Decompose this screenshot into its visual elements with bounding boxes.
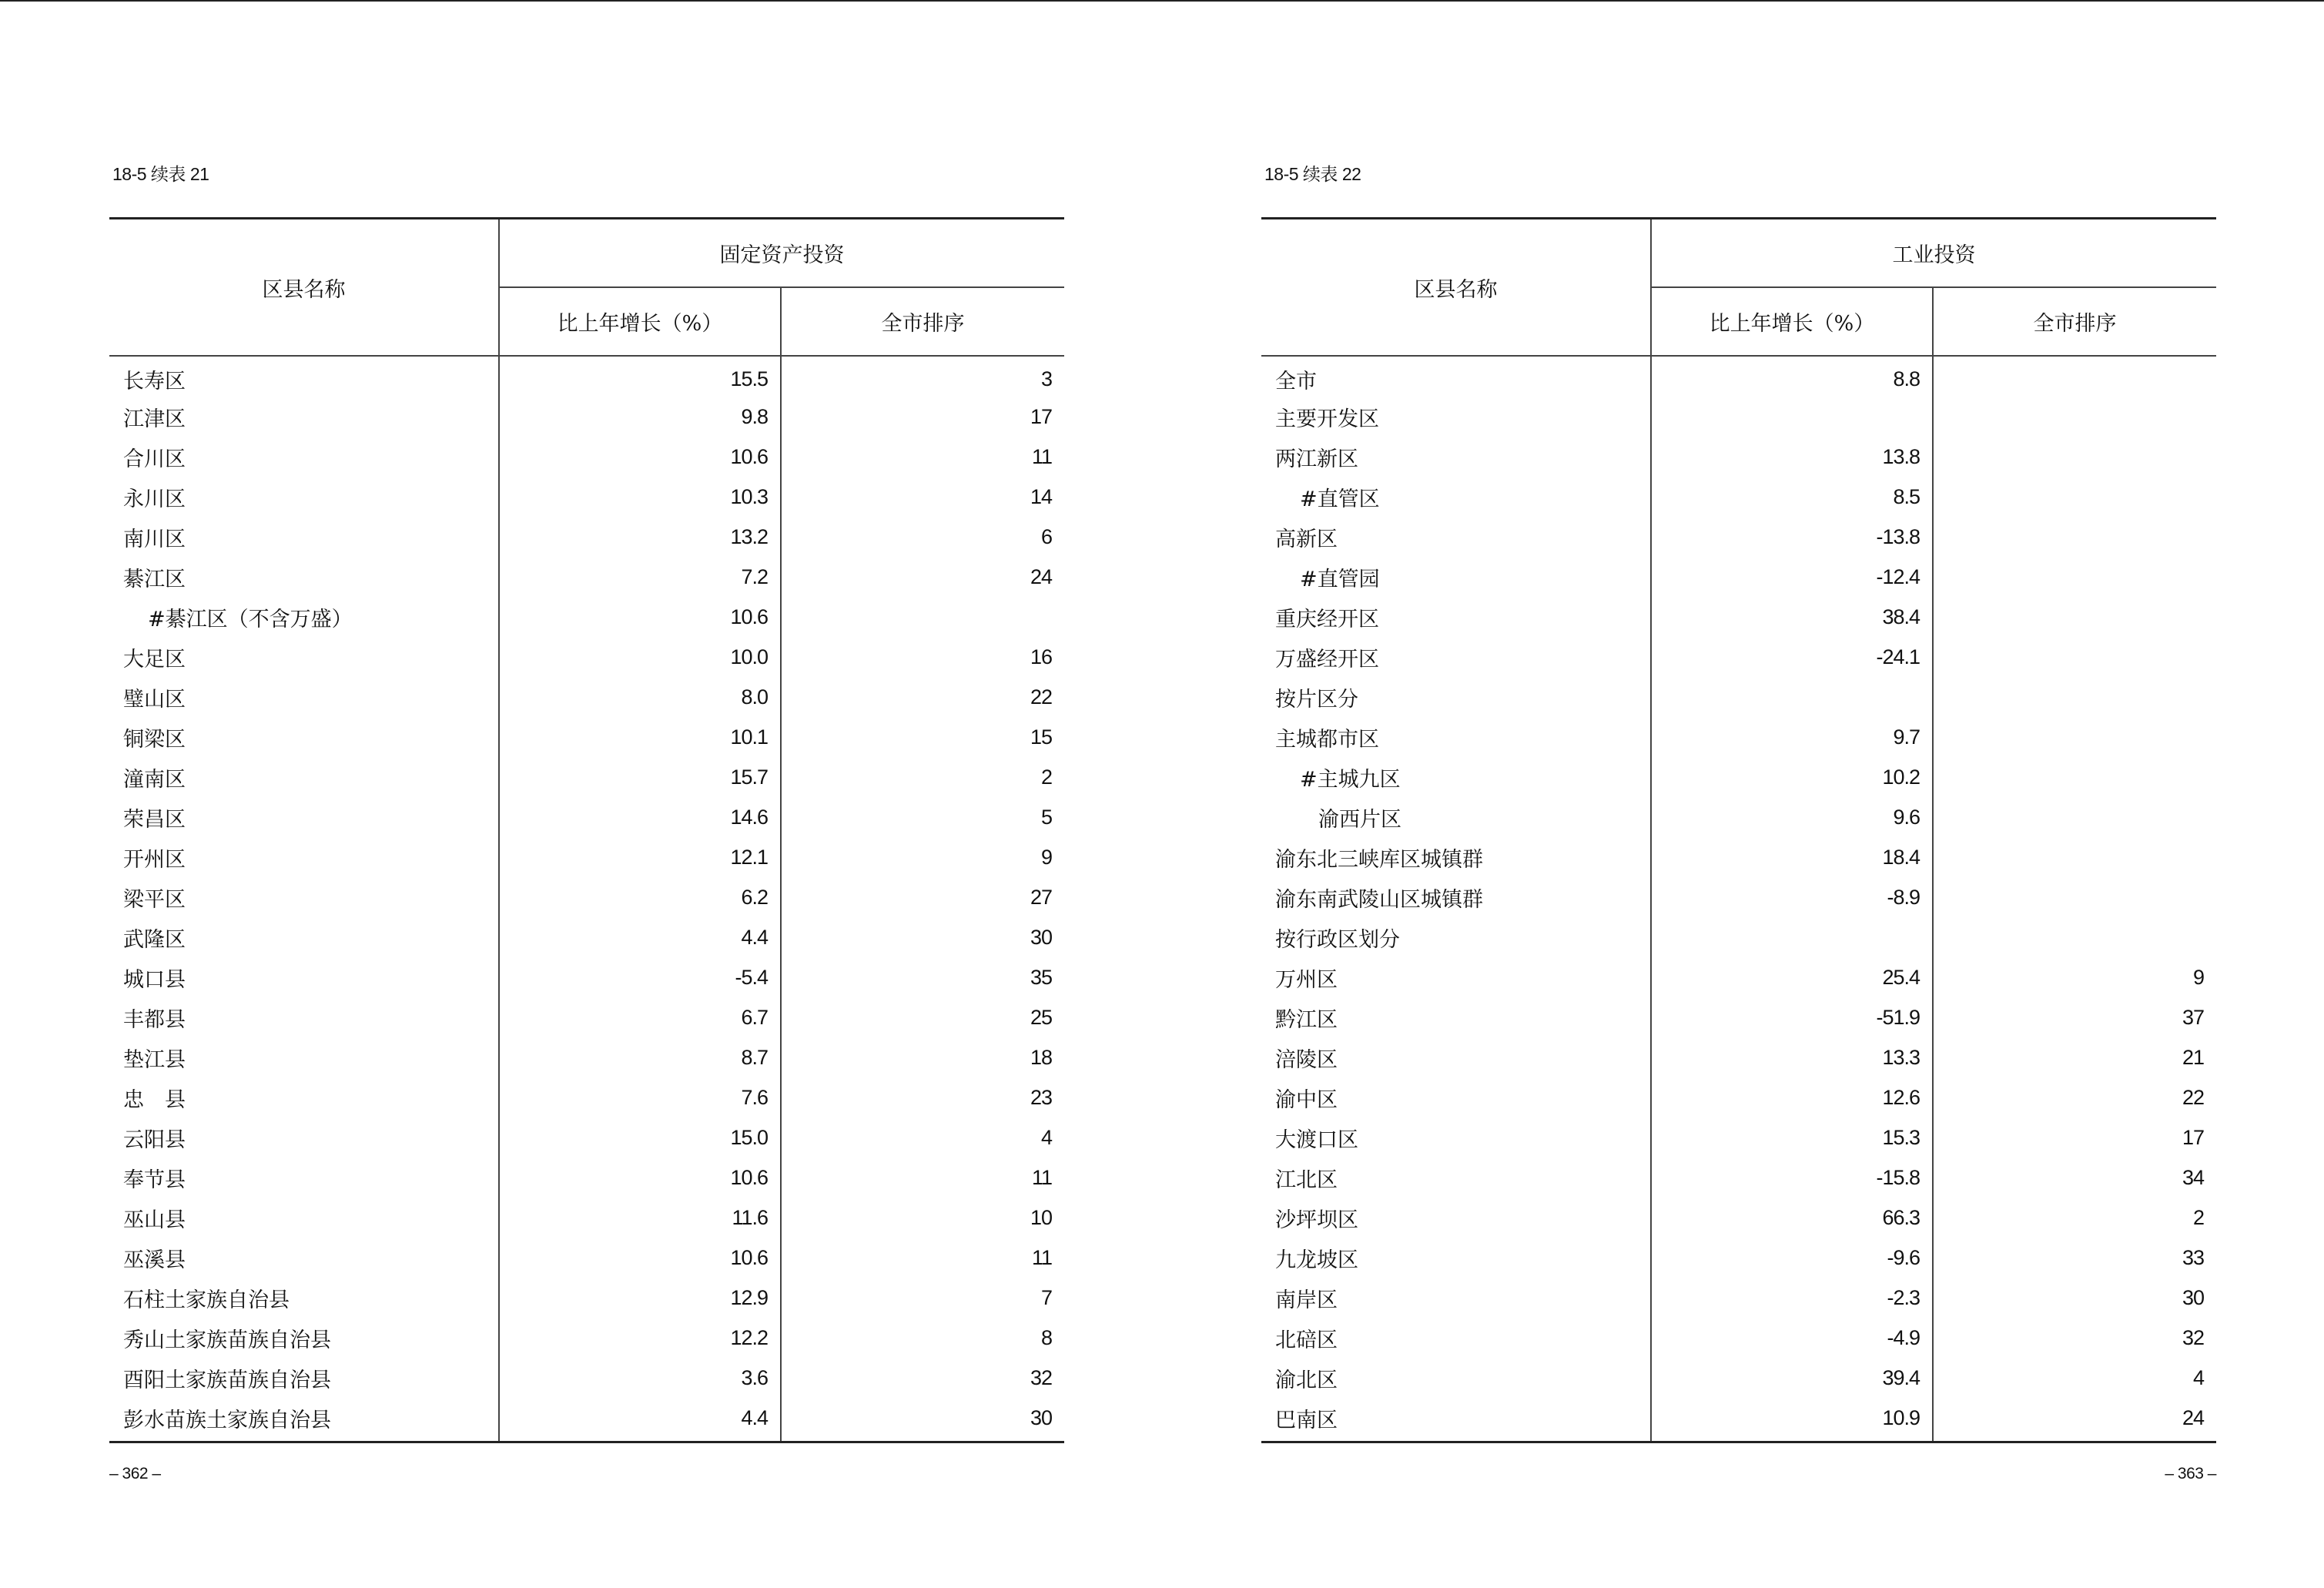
growth-value-cell: 8.8: [1651, 356, 1933, 397]
growth-value-cell: 8.5: [1651, 477, 1933, 517]
rank-value-cell: 17: [1030, 404, 1052, 428]
rank-value-cell: 10: [1030, 1205, 1052, 1229]
growth-value-cell: -8.9: [1651, 877, 1933, 917]
header-rank: 全市排序: [781, 287, 1064, 356]
district-name-cell: 江津区: [109, 397, 499, 437]
district-name-cell: 梁平区: [109, 877, 499, 917]
district-name-cell: 渝西片区: [1261, 797, 1651, 837]
rank-value-cell: [1933, 637, 2216, 677]
district-name-cell: 渝东南武陵山区城镇群: [1261, 877, 1651, 917]
rank-value-cell: 34: [2182, 1165, 2204, 1189]
header-industrial-investment: 工业投资: [1651, 219, 2216, 288]
growth-value-cell: 10.2: [1651, 757, 1933, 797]
growth-value-cell: [1651, 677, 1933, 717]
district-name-cell: 潼南区: [109, 757, 499, 797]
growth-value-cell: 7.2: [499, 557, 781, 597]
growth-value-cell: 15.0: [499, 1117, 781, 1157]
district-name-cell: 渝中区: [1261, 1077, 1651, 1117]
table-row: [1261, 517, 2216, 557]
district-name-cell: 酉阳土家族苗族自治县: [109, 1358, 499, 1398]
growth-value-cell: 11.6: [499, 1198, 781, 1238]
district-name-cell: 万州区: [1261, 957, 1651, 997]
rank-value-cell: 17: [2182, 1125, 2204, 1149]
rank-value-cell: 11: [1031, 1245, 1052, 1269]
growth-value-cell: 9.7: [1651, 717, 1933, 757]
district-name-cell: 长寿区: [109, 356, 499, 397]
header-district-name: 区县名称: [1261, 219, 1651, 357]
header-growth: 比上年增长（%）: [1651, 287, 1933, 356]
header-fixed-asset-investment: 固定资产投资: [499, 219, 1064, 288]
table-row: [109, 1278, 1064, 1318]
table-row: [1261, 557, 2216, 597]
table-row: [109, 1157, 1064, 1198]
rank-value-cell: 27: [1030, 885, 1052, 909]
growth-value-cell: 12.9: [499, 1278, 781, 1318]
rank-value-cell: 15: [1030, 725, 1052, 749]
table-row: [109, 1198, 1064, 1238]
rank-value-cell: [1933, 757, 2216, 797]
table-row: [1261, 677, 2216, 717]
table-row: [1261, 837, 2216, 877]
table-row: [109, 757, 1064, 797]
growth-value-cell: -24.1: [1651, 637, 1933, 677]
growth-value-cell: 3.6: [499, 1358, 781, 1398]
growth-value-cell: 7.6: [499, 1077, 781, 1117]
table-row: [109, 1117, 1064, 1157]
growth-value-cell: 9.6: [1651, 797, 1933, 837]
growth-value-cell: 10.0: [499, 637, 781, 677]
rank-value-cell: 24: [1933, 1398, 2216, 1442]
table-row: [1261, 437, 2216, 477]
rank-value-cell: 16: [1030, 645, 1052, 668]
table-caption: 18-5 续表 22: [1264, 164, 1361, 184]
rank-value-cell: 30: [781, 1398, 1064, 1442]
growth-value-cell: 15.5: [499, 356, 781, 397]
rank-value-cell: 37: [2182, 1005, 2204, 1029]
growth-value-cell: 8.0: [499, 677, 781, 717]
rank-value-cell: 21: [2182, 1045, 2204, 1069]
district-name-cell: 合川区: [109, 437, 499, 477]
district-name-cell: 巴南区: [1261, 1398, 1651, 1442]
growth-value-cell: 18.4: [1651, 837, 1933, 877]
rank-value-cell: 24: [1030, 565, 1052, 588]
growth-value-cell: 8.7: [499, 1037, 781, 1077]
table-row: [109, 477, 1064, 517]
table-caption: 18-5 续表 21: [112, 164, 209, 184]
growth-value-cell: -4.9: [1651, 1318, 1933, 1358]
right-page: [1261, 0, 2216, 1588]
growth-value-cell: 13.2: [499, 517, 781, 557]
rank-value-cell: 2: [2192, 1205, 2204, 1229]
table-row: [1261, 1077, 2216, 1117]
rank-value-cell: 30: [2182, 1285, 2204, 1309]
table-row: [1261, 1238, 2216, 1278]
district-name-cell: 九龙坡区: [1261, 1238, 1651, 1278]
growth-value-cell: 66.3: [1651, 1198, 1933, 1238]
page-number: – 362 –: [109, 1465, 161, 1482]
table-body: [1261, 356, 2216, 1442]
table-row: [1261, 997, 2216, 1037]
rank-value-cell: 22: [2182, 1085, 2204, 1109]
header-growth: 比上年增长（%）: [499, 287, 781, 356]
rank-value-cell: 4: [2192, 1365, 2204, 1389]
growth-value-cell: 12.2: [499, 1318, 781, 1358]
growth-value-cell: -2.3: [1651, 1278, 1933, 1318]
growth-value-cell: 13.8: [1651, 437, 1933, 477]
table-row: [1261, 1278, 2216, 1318]
district-name-cell: 两江新区: [1261, 437, 1651, 477]
growth-value-cell: -5.4: [499, 957, 781, 997]
rank-value-cell: 35: [1030, 965, 1052, 989]
header-district-name: 区县名称: [109, 219, 499, 357]
district-name-cell: 石柱土家族自治县: [109, 1278, 499, 1318]
rank-value-cell: [1933, 917, 2216, 957]
growth-value-cell: 39.4: [1651, 1358, 1933, 1398]
district-name-cell: 彭水苗族土家族自治县: [109, 1398, 499, 1442]
table-row: [1261, 477, 2216, 517]
growth-value-cell: 4.4: [499, 917, 781, 957]
rank-value-cell: 33: [2182, 1245, 2204, 1269]
rank-value-cell: [1933, 597, 2216, 637]
growth-value-cell: 13.3: [1651, 1037, 1933, 1077]
growth-value-cell: 9.8: [499, 397, 781, 437]
growth-value-cell: 6.7: [499, 997, 781, 1037]
district-name-cell: 巫山县: [109, 1198, 499, 1238]
district-name-cell: 按行政区划分: [1261, 917, 1651, 957]
table-row: [109, 1398, 1064, 1442]
table-row: [109, 637, 1064, 677]
rank-value-cell: [1933, 517, 2216, 557]
rank-value-cell: [1933, 717, 2216, 757]
rank-value-cell: 32: [1030, 1365, 1052, 1389]
rank-value-cell: 8: [1040, 1325, 1052, 1349]
rank-value-cell: 30: [1030, 925, 1052, 949]
district-name-cell: 铜梁区: [109, 717, 499, 757]
rank-value-cell: 4: [1040, 1125, 1052, 1149]
growth-value-cell: 25.4: [1651, 957, 1933, 997]
table-row: [1261, 797, 2216, 837]
growth-value-cell: -13.8: [1651, 517, 1933, 557]
table-row: [1261, 1037, 2216, 1077]
district-name-cell: 垫江县: [109, 1037, 499, 1077]
rank-value-cell: 11: [1031, 444, 1052, 468]
district-name-cell: 北碚区: [1261, 1318, 1651, 1358]
district-name-cell: #直管区: [1261, 477, 1651, 517]
table-row: [1261, 1117, 2216, 1157]
district-name-cell: #主城九区: [1261, 757, 1651, 797]
rank-value-cell: [1933, 397, 2216, 437]
district-name-cell: 云阳县: [109, 1117, 499, 1157]
district-name-cell: 主城都市区: [1261, 717, 1651, 757]
table-row: [1261, 1157, 2216, 1198]
header-rank: 全市排序: [1933, 287, 2216, 356]
industrial-investment-table: [1261, 217, 2216, 1443]
district-name-cell: 永川区: [109, 477, 499, 517]
growth-value-cell: 10.6: [499, 1157, 781, 1198]
growth-value-cell: -9.6: [1651, 1238, 1933, 1278]
table-row: [109, 437, 1064, 477]
table-row: [109, 957, 1064, 997]
table-row: [109, 797, 1064, 837]
rank-value-cell: 18: [1030, 1045, 1052, 1069]
district-name-cell: 荣昌区: [109, 797, 499, 837]
rank-value-cell: 9: [2192, 965, 2204, 989]
district-name-cell: 忠 县: [109, 1077, 499, 1117]
district-name-cell: 南川区: [109, 517, 499, 557]
growth-value-cell: 10.6: [499, 597, 781, 637]
district-name-cell: 大渡口区: [1261, 1117, 1651, 1157]
rank-value-cell: 14: [1030, 484, 1052, 508]
table-row: [109, 1318, 1064, 1358]
table-row: [109, 597, 1064, 637]
rank-value-cell: 2: [1040, 765, 1052, 789]
table-row: [109, 877, 1064, 917]
district-name-cell: 按片区分: [1261, 677, 1651, 717]
district-name-cell: 丰都县: [109, 997, 499, 1037]
growth-value-cell: 10.6: [499, 1238, 781, 1278]
rank-value-cell: 22: [1030, 685, 1052, 709]
district-name-cell: 奉节县: [109, 1157, 499, 1198]
rank-value-cell: [1933, 677, 2216, 717]
district-name-cell: 开州区: [109, 837, 499, 877]
district-name-cell: 高新区: [1261, 517, 1651, 557]
district-name-cell: 主要开发区: [1261, 397, 1651, 437]
district-name-cell: 沙坪坝区: [1261, 1198, 1651, 1238]
growth-value-cell: 12.6: [1651, 1077, 1933, 1117]
table-row: [1261, 1358, 2216, 1398]
growth-value-cell: 12.1: [499, 837, 781, 877]
table-row: [109, 917, 1064, 957]
rank-value-cell: [1933, 356, 2216, 397]
district-name-cell: 秀山土家族苗族自治县: [109, 1318, 499, 1358]
rank-value-cell: 7: [1040, 1285, 1052, 1309]
table-row: [109, 1037, 1064, 1077]
growth-value-cell: 38.4: [1651, 597, 1933, 637]
growth-value-cell: -51.9: [1651, 997, 1933, 1037]
rank-value-cell: [781, 597, 1064, 637]
page-number: – 363 –: [2165, 1465, 2216, 1482]
rank-value-cell: [1933, 557, 2216, 597]
rank-value-cell: 5: [1040, 805, 1052, 829]
growth-value-cell: -15.8: [1651, 1157, 1933, 1198]
district-name-cell: 城口县: [109, 957, 499, 997]
growth-value-cell: 10.3: [499, 477, 781, 517]
growth-value-cell: 15.7: [499, 757, 781, 797]
table-row: [109, 1358, 1064, 1398]
table-row: [109, 997, 1064, 1037]
table-row: [1261, 1398, 2216, 1442]
table-body: [109, 356, 1064, 1442]
growth-value-cell: 10.1: [499, 717, 781, 757]
district-name-cell: 黔江区: [1261, 997, 1651, 1037]
growth-value-cell: -12.4: [1651, 557, 1933, 597]
table-row: [109, 557, 1064, 597]
growth-value-cell: [1651, 917, 1933, 957]
table-row: [1261, 877, 2216, 917]
table-row: [109, 1238, 1064, 1278]
district-name-cell: 渝北区: [1261, 1358, 1651, 1398]
district-name-cell: 綦江区: [109, 557, 499, 597]
rank-value-cell: 11: [1031, 1165, 1052, 1189]
district-name-cell: 渝东北三峡库区城镇群: [1261, 837, 1651, 877]
table-row: [1261, 717, 2216, 757]
growth-value-cell: 4.4: [499, 1398, 781, 1442]
table-row: [109, 837, 1064, 877]
district-name-cell: 南岸区: [1261, 1278, 1651, 1318]
table-row: [1261, 597, 2216, 637]
rank-value-cell: [1933, 437, 2216, 477]
table-row: [109, 356, 1064, 397]
table-row: [1261, 397, 2216, 437]
district-name-cell: #綦江区（不含万盛）: [109, 597, 499, 637]
growth-value-cell: 6.2: [499, 877, 781, 917]
district-name-cell: 重庆经开区: [1261, 597, 1651, 637]
rank-value-cell: [1933, 877, 2216, 917]
rank-value-cell: [1933, 477, 2216, 517]
growth-value-cell: 15.3: [1651, 1117, 1933, 1157]
district-name-cell: 涪陵区: [1261, 1037, 1651, 1077]
fixed-asset-investment-table: [109, 217, 1064, 1443]
rank-value-cell: 3: [1040, 367, 1052, 390]
district-name-cell: 江北区: [1261, 1157, 1651, 1198]
rank-value-cell: 23: [1030, 1085, 1052, 1109]
rank-value-cell: 32: [2182, 1325, 2204, 1349]
table-row: [1261, 757, 2216, 797]
left-page: [109, 0, 1064, 1588]
rank-value-cell: 25: [1030, 1005, 1052, 1029]
district-name-cell: 万盛经开区: [1261, 637, 1651, 677]
rank-value-cell: [1933, 837, 2216, 877]
growth-value-cell: 14.6: [499, 797, 781, 837]
district-name-cell: 璧山区: [109, 677, 499, 717]
table-row: [1261, 356, 2216, 397]
rank-value-cell: 9: [1040, 845, 1052, 869]
table-row: [109, 397, 1064, 437]
district-name-cell: #直管园: [1261, 557, 1651, 597]
table-row: [109, 517, 1064, 557]
growth-value-cell: 10.9: [1651, 1398, 1933, 1442]
rank-value-cell: 6: [1040, 524, 1052, 548]
table-row: [1261, 1198, 2216, 1238]
district-name-cell: 武隆区: [109, 917, 499, 957]
table-row: [109, 717, 1064, 757]
district-name-cell: 全市: [1261, 356, 1651, 397]
growth-value-cell: [1651, 397, 1933, 437]
table-row: [1261, 957, 2216, 997]
district-name-cell: 巫溪县: [109, 1238, 499, 1278]
table-row: [1261, 917, 2216, 957]
table-row: [1261, 1318, 2216, 1358]
growth-value-cell: 10.6: [499, 437, 781, 477]
table-row: [1261, 637, 2216, 677]
table-row: [109, 677, 1064, 717]
district-name-cell: 大足区: [109, 637, 499, 677]
table-row: [109, 1077, 1064, 1117]
rank-value-cell: [1933, 797, 2216, 837]
